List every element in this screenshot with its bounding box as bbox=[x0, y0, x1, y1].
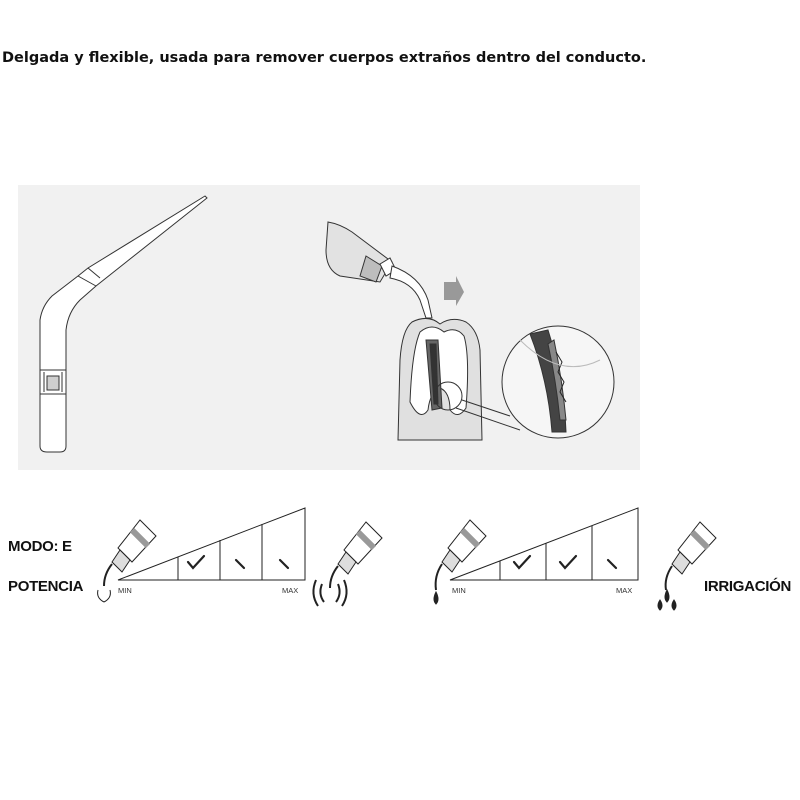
mode-label: MODO: E bbox=[8, 538, 72, 555]
irrigation-min-label: MIN bbox=[452, 586, 466, 595]
power-min-label: MIN bbox=[118, 586, 132, 595]
power-max-handpiece-icon bbox=[313, 522, 382, 606]
power-label: POTENCIA bbox=[8, 578, 84, 595]
description-text: Delgada y flexible, usada para remover cuerpos extraños dentro del conducto. bbox=[2, 50, 647, 66]
irrigation-max-handpiece-icon bbox=[658, 522, 716, 610]
irrigation-max-label: MAX bbox=[616, 586, 633, 595]
irrigation-label: IRRIGACIÓN bbox=[704, 578, 792, 595]
power-max-label: MAX bbox=[282, 586, 299, 595]
